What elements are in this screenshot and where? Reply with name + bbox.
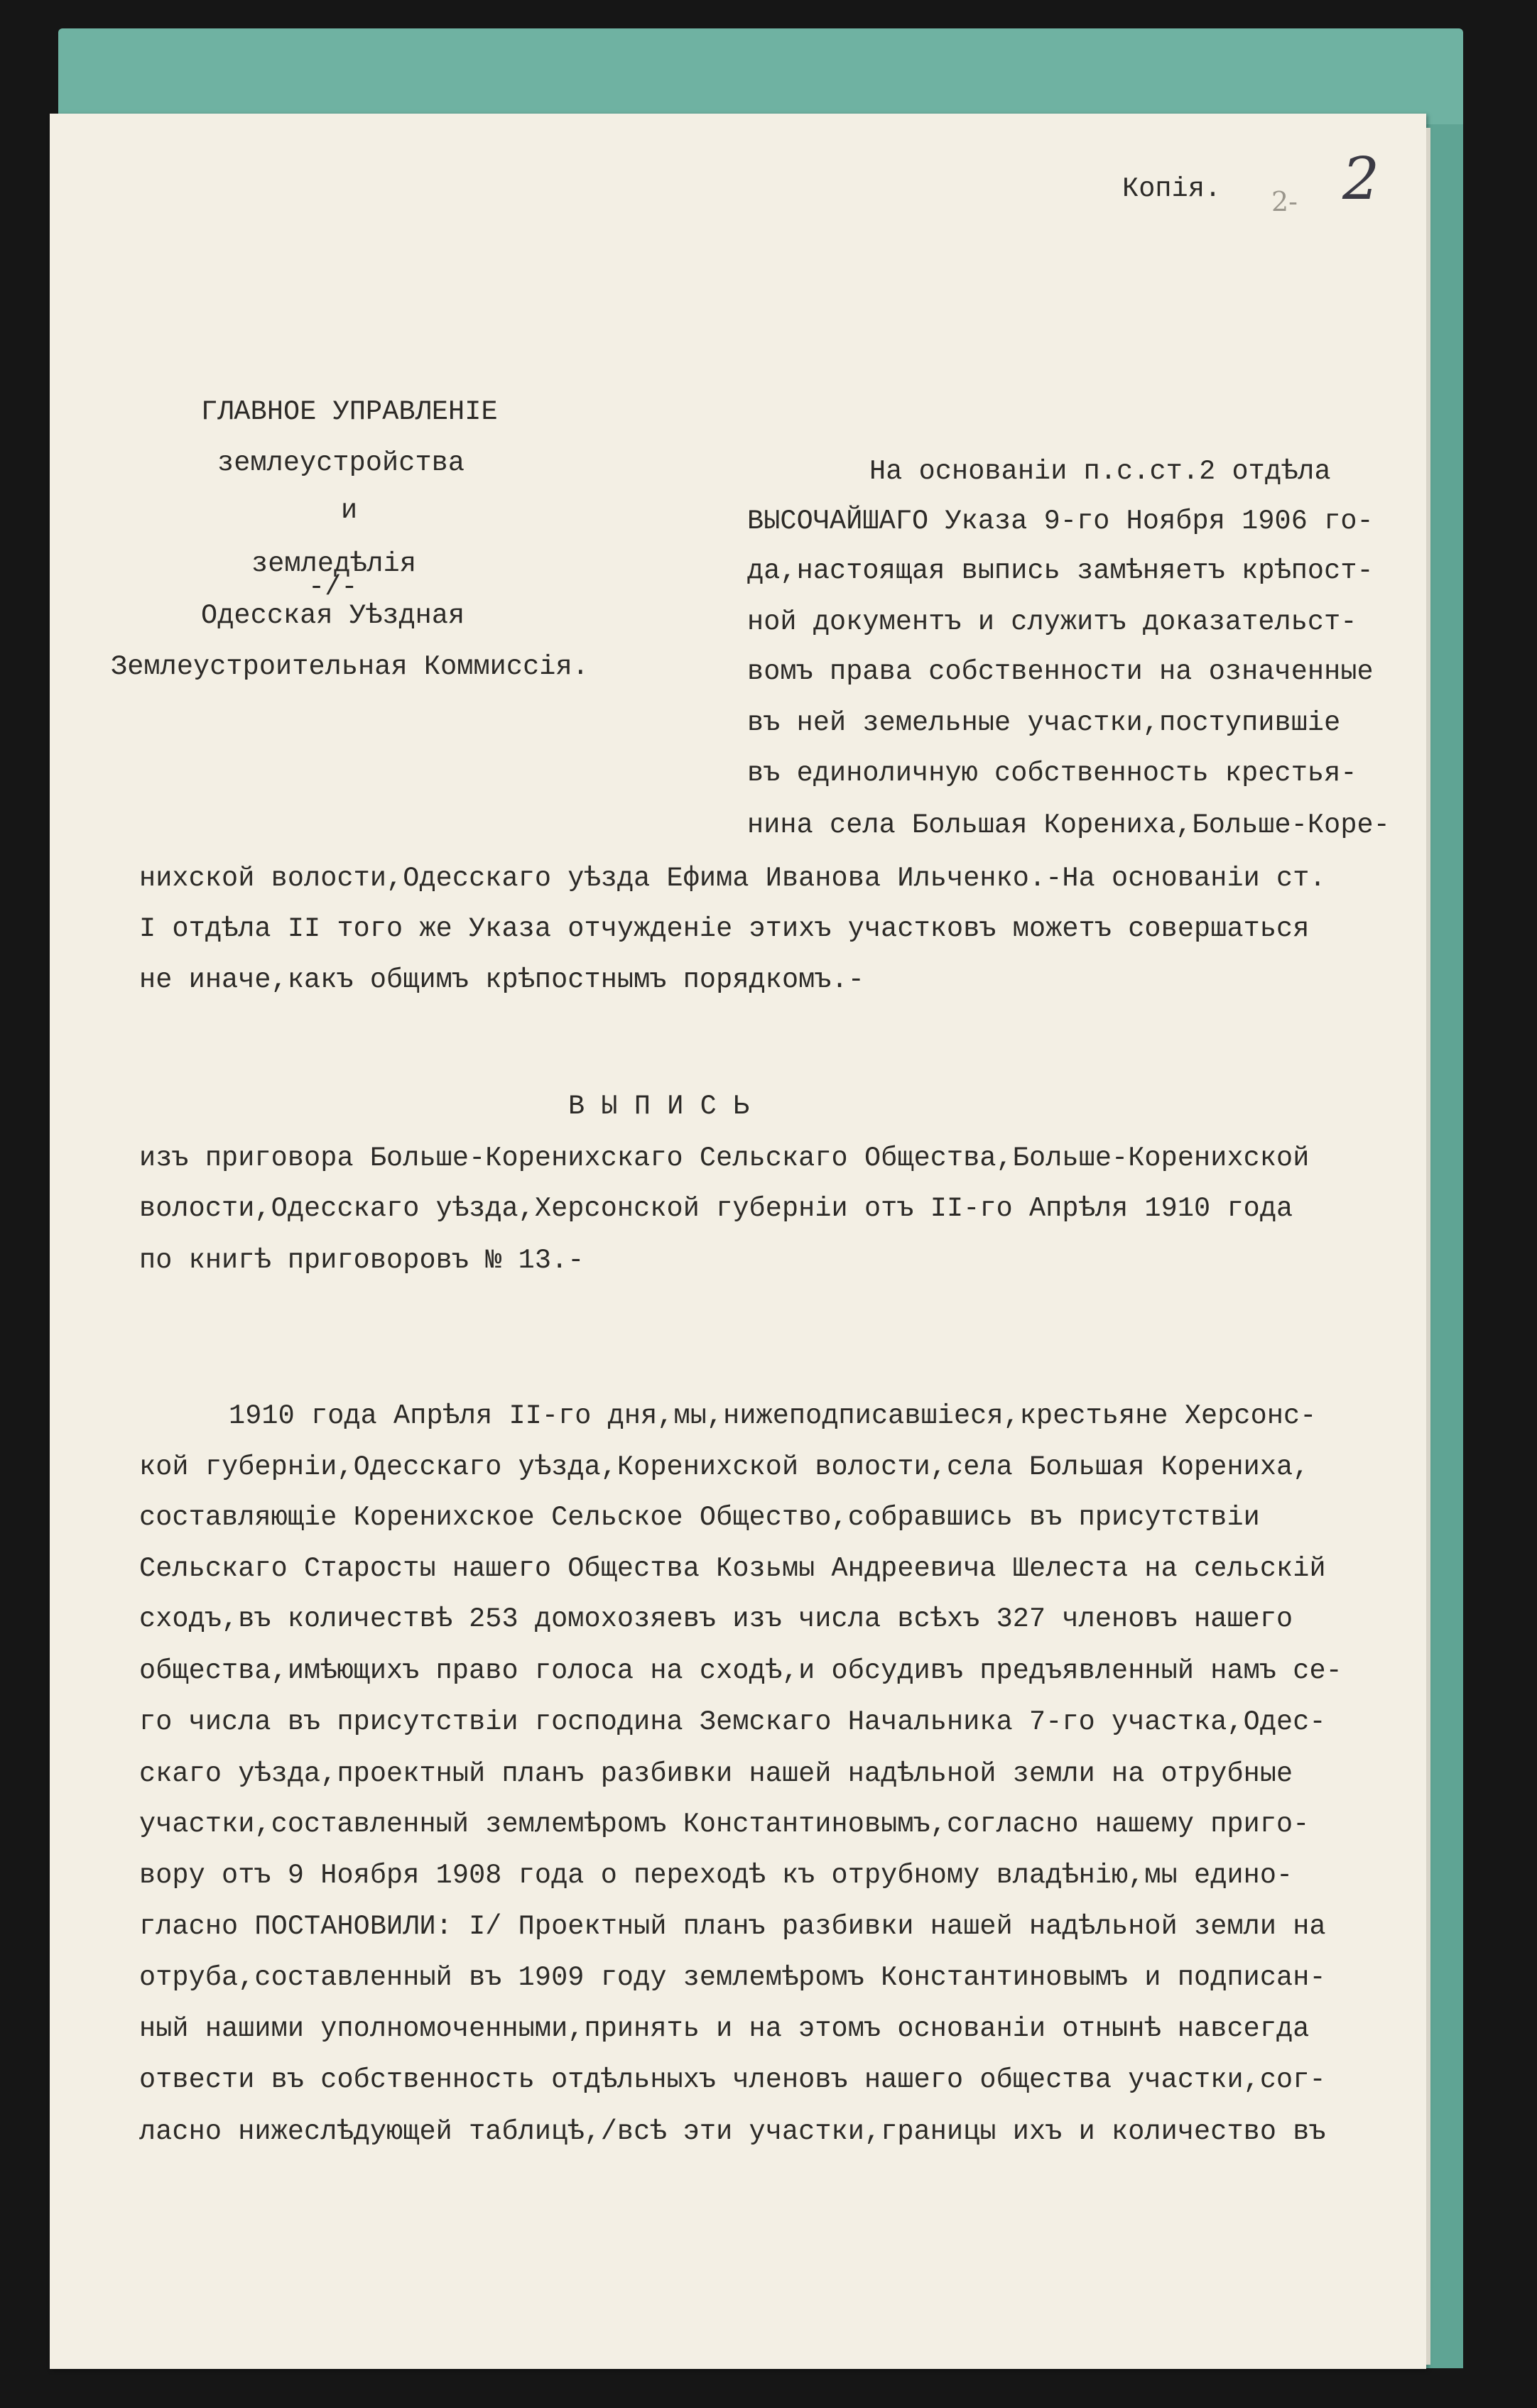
intro-line: нина села Большая Корениха,Больше-Коре-: [747, 810, 1390, 841]
intro-line: ВЫСОЧАЙШАГО Указа 9-го Ноября 1906 го-: [747, 506, 1374, 537]
subtitle-line: волости,Одесскаго уѣзда,Херсонской губерніи отъ II-го Апрѣля 1910 года: [139, 1193, 1293, 1224]
heading-line: -/-: [308, 572, 358, 603]
body-line: скаго уѣзда,проектный планъ разбивки нашей надѣльной земли на отрубные: [139, 1758, 1293, 1789]
intro-line: нихской волости,Одесскаго уѣзда Ефима Иванова Ильченко.-На основаніи ст.: [139, 863, 1326, 894]
body-line: го числа въ присутствіи господина Земскаго Начальника 7-го участка,Одес-: [139, 1706, 1326, 1738]
body-line: составляющіе Коренихское Сельское Общество,собравшись въ присутствіи: [139, 1502, 1260, 1533]
intro-line: На основаніи п.с.ст.2 отдѣла: [869, 456, 1331, 487]
body-line: сходъ,въ количествѣ 253 домохозяевъ изъ числа всѣхъ 327 членовъ нашего: [139, 1603, 1293, 1635]
body-line: 1910 года Апрѣля II-го дня,мы,нижеподписавшіеся,крестьяне Херсонс-: [229, 1400, 1317, 1432]
intro-line: вомъ права собственности на означенные: [747, 656, 1374, 687]
page-edge: [1426, 128, 1430, 2365]
intro-line: въ единоличную собственность крестья-: [747, 758, 1357, 789]
body-line: вору отъ 9 Ноября 1908 года о переходѣ къ отрубному владѣнію,мы едино-: [139, 1860, 1293, 1891]
body-line: гласно ПОСТАНОВИЛИ: I/ Проектный планъ разбивки нашей надѣльной земли на: [139, 1911, 1326, 1942]
copy-label: Копія.: [1122, 173, 1222, 205]
subtitle-line: по книгѣ приговоровъ № 13.-: [139, 1245, 585, 1276]
heading-line: землеустройства: [217, 447, 465, 479]
body-line: отруба,составленный въ 1909 году землемѣромъ Константиновымъ и подписан-: [139, 1962, 1326, 1993]
intro-line: ной документъ и служитъ доказательст-: [747, 606, 1357, 638]
body-line: участки,составленный землемѣромъ Константиновымъ,согласно нашему приго-: [139, 1809, 1310, 1840]
heading-line: Землеустроительная Коммиссія.: [111, 651, 589, 682]
intro-line: да,настоящая выпись замѣняетъ крѣпост-: [747, 555, 1374, 587]
body-line: Сельскаго Старосты нашего Общества Козьмы Андреевича Шелеста на сельскій: [139, 1553, 1326, 1584]
heading-line: ГЛАВНОЕ УПРАВЛЕНІЕ: [201, 396, 498, 427]
heading-line: Одесская Уѣздная: [201, 600, 465, 631]
intro-line: не иначе,какъ общимъ крѣпостнымъ порядкомъ.-: [139, 964, 864, 996]
body-line: кой губерніи,Одесскаго уѣзда,Коренихской волости,села Большая Корениха,: [139, 1451, 1310, 1483]
intro-line: въ ней земельные участки,поступившіе: [747, 707, 1341, 739]
body-line: отвести въ собственность отдѣльныхъ членовъ нашего общества участки,сог-: [139, 2064, 1326, 2096]
body-line: общества,имѣющихъ право голоса на сходѣ,и обсудивъ предъявленный намъ се-: [139, 1655, 1342, 1687]
intro-line: I отдѣла II того же Указа отчужденіе этихъ участковъ можетъ совершаться: [139, 913, 1310, 944]
heading-line: и: [341, 495, 358, 526]
folio-number: 2: [1342, 146, 1380, 213]
document-title: В Ы П И С Ь: [568, 1091, 750, 1122]
heading-line: земледѣлія: [251, 548, 417, 579]
body-line: ласно нижеслѣдующей таблицѣ,/всѣ эти участки,границы ихъ и количество въ: [139, 2116, 1326, 2147]
pencil-mark: 2-: [1271, 186, 1298, 217]
subtitle-line: изъ приговора Больше-Коренихскаго Сельскаго Общества,Больше-Коренихской: [139, 1143, 1310, 1174]
body-line: ный нашими уполномоченными,принять и на этомъ основаніи отнынѣ навсегда: [139, 2013, 1310, 2044]
